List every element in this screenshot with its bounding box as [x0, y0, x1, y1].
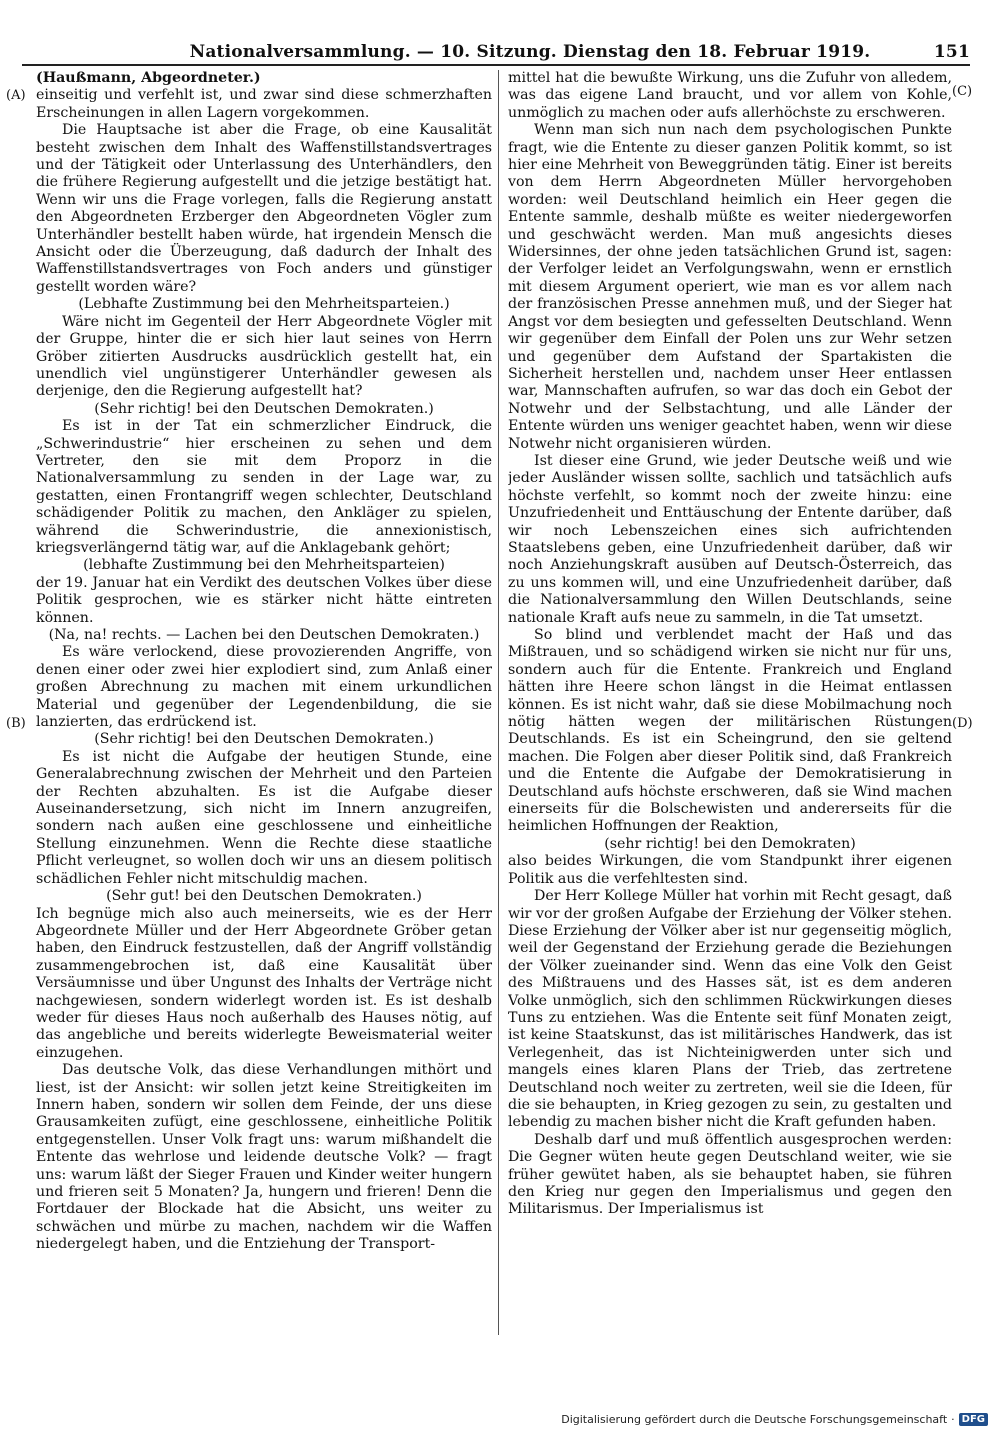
paragraph: einseitig und verfehlt ist, und zwar sind diese schmerzhaften Erscheinungen in allen Lagern vorgekommen. [36, 87, 492, 121]
margin-marker-a: (A) [6, 88, 26, 103]
speaker-label: (Haußmann, Abgeordneter.) [36, 70, 261, 86]
dfg-logo-badge: DFG [959, 1413, 988, 1426]
paragraph: mittel hat die bewußte Wirkung, uns die Zufuhr von alledem, was das eigene Land braucht, und vor allem von Kohle, unmöglich zu machen oder aufs allerhöchste zu erschweren. [508, 70, 952, 121]
left-column [22, 70, 492, 1350]
paragraph: Der Herr Kollege Müller hat vorhin mit Recht gesagt, daß wir vor der großen Aufgabe der Erziehung der Völker stehen. Diese Erziehung der Völker aber ist nur gegenseitig möglich, weil der Gegenstand der Erziehung gerade die Beziehungen der Völker zueinander sind. Wenn das eine Volk den Geist des Mißtrauens und des Hasses sät, ist es dem anderen Volke unmöglich, sich den schlimmen Rückwirkungen dieses Tuns zu entziehen. Was die Entente seit fünf Monaten zeigt, ist keine Staatskunst, das ist militärisches Handwerk, das ist Verlegenheit, das ist Nichteinigwerden unter sich und mangels eines klaren Plans der Trieb, das zertretene Deutschland noch weiter zu zertreten, weil sie die Ideen, für die sie behaupten, in Krieg gezogen zu sein, zu gestalten und lebendig zu machen bisher nicht die Kraft gefunden haben. [508, 888, 952, 1131]
paragraph: der 19. Januar hat ein Verdikt des deutschen Volkes über diese Politik gesprochen, wie es stärker nicht hätte eintreten können. [36, 574, 492, 626]
paragraph: Ist dieser eine Grund, wie jeder Deutsche weiß und wie jeder Ausländer wissen sollte, sachlich und tatsächlich aufs höchste verfehlt, so kommt noch der zweite hinzu: eine Unzufriedenheit und Enttäuschung der Entente darüber, daß wir noch Lebenszeichen eines sich aufrichtenden Staatslebens geben, eine Unzufriedenheit darüber, daß wir noch Anziehungskraft ausüben auf Deutsch-Österreich, das zu uns kommen will, und eine Unzufriedenheit darüber, daß die Nationalversammlung den Willen Deutschlands, seine nationale Kraft aufs neue zu sammeln, in die Tat umsetzt. [508, 452, 952, 626]
page-header [140, 34, 970, 62]
paragraph: Wäre nicht im Gegenteil der Herr Abgeordnete Vögler mit der Gruppe, hinter die er sich hier laut seines von Herrn Gröber zitierten Ausdrucks ausdrücklich gestellt hat, ein unendlich viel ungünstigerer Unterhändler gewesen als derjenige, den die Regierung aufgestellt hat? [36, 313, 492, 400]
paragraph: Wenn man sich nun nach dem psychologischen Punkte fragt, wie die Entente zu dieser ganzen Politik kommt, so ist hier eine Mehrheit von Beweggründen tätig. Einer ist bereits von dem Herrn Abgeordneten Müller hervorgehoben worden: weil Deutschland heimlich ein Heer gegen die Entente sammle, deshalb müßte es weiter niedergeworfen und geschwächt werden. Man muß angesichts dieses Widersinnes, der ohne jeden tatsächlichen Grund ist, sagen: der Verfolger leidet an Verfolgungswahn, wenn er ernstlich mit diesem Argument operiert, wie man es vor allem nach der französischen Presse annehmen muß, und der Sieger hat Angst vor dem besiegten und gefesselten Deutschland. Wenn wir gegenüber dem Einfall der Polen uns zur Wehr setzen und gegenüber dem Aufstand der Spartakisten die Sicherheit herstellen und, nachdem unser Heer entlassen war, Mannschaften aufrufen, so war das doch ein Gebot der Notwehr und der Selbstachtung, und alle Länder der Entente würden uns weniger geachtet haben, wenn wir diese Notwehr nicht organisieren würden. [508, 122, 952, 452]
paragraph: Es ist nicht die Aufgabe der heutigen Stunde, eine Generalabrechnung zwischen der Mehrheit und den Parteien der Rechten abzuhalten. Es ist die Aufgabe dieser Auseinandersetzung, sich nicht im Innern anzugreifen, sondern nach außen eine geschlossene und einheitliche Stellung einzunehmen. Wenn die Rechte diese staatliche Pflicht verleugnet, so wollen doch wir uns an diesem politisch schädlichen Fehler nicht mitschuldig machen. [36, 748, 492, 887]
interjection: (Sehr richtig! bei den Deutschen Demokraten.) [94, 400, 434, 417]
interjection: (sehr richtig! bei den Demokraten) [604, 835, 856, 852]
interjection: (Lebhafte Zustimmung bei den Mehrheitsparteien.) [78, 296, 450, 313]
interjection: (Sehr richtig! bei den Deutschen Demokraten.) [94, 731, 434, 748]
paragraph: Das deutsche Volk, das diese Verhandlungen mithört und liest, ist der Ansicht: wir sollen jetzt keine Streitigkeiten im Innern haben, sondern wir sollen dem Feinde, der uns diese Grausamkeiten zufügt, eine geschlossene, einheitliche Politik entgegenstellen. Unser Volk fragt uns: warum mißhandelt die Entente das wehrlose und leidende deutsche Volk? — fragt uns: warum läßt der Sieger Frauen und Kinder weiter hungern und frieren seit 5 Monaten? Ja, hungern und frieren! Denn die Fortdauer der Blockade hat die Absicht, uns weiter zu schwächen und mürbe zu machen, nachdem wir die Waffen niedergelegt haben, und die Entziehung der Transport- [36, 1062, 492, 1253]
interjection: (lebhafte Zustimmung bei den Mehrheitsparteien) [83, 557, 445, 574]
dfg-logo: · [951, 1413, 955, 1426]
right-column [508, 70, 952, 1350]
paragraph: Ich begnüge mich also auch meinerseits, wie es der Herr Abgeordnete Müller und der Herr Abgeordnete Gröber getan haben, den Eindruck festzustellen, daß der Angriff vollständig zusammengebrochen ist, daß eine Kausalität über Versäumnisse und über Ungunst des Inhalts der Verträge nicht nachgewiesen, sondern widerlegt worden ist. Es ist deshalb weder für dieses Haus noch außerhalb des Hauses nötig, auf das angebliche und bereits widerlegte Beweismaterial weiter einzugehen. [36, 905, 492, 1061]
paragraph: So blind und verblendet macht der Haß und das Mißtrauen, und so schädigend wirken sie nicht nur für uns, sondern auch für die Entente. Frankreich und England hätten ihre Heere schon längst in die Heimat entlassen können. Es ist nicht wahr, daß sie diese Mobilmachung noch nötig hätten wegen der militärischen Rüstungen Deutschlands. Es ist ein Scheingrund, den sie geltend machen. Die Folgen aber dieser Politik sind, daß Frankreich und die Entente die Aufgabe der Demokratisierung in Deutschland aufs höchste erschweren, daß sie Wind machen einerseits für die Bolschewisten und andererseits für die heimlichen Hoffnungen der Reaktion, [508, 627, 952, 835]
margin-marker-b: (B) [6, 716, 26, 731]
paragraph: Es ist in der Tat ein schmerzlicher Eindruck, die „Schwerindustrie“ hier erscheinen zu sehen und dem Vertreter, den sie mit dem Proporz in die Nationalversammlung zu senden in der Lage war, zu gestatten, einen Frontangriff wegen schlechter, Deutschland schädigender Politik zu machen, den Ankläger zu spielen, während die Schwerindustrie, die annexionistisch, kriegsverlängernd tätig war, auf die Anklagebank gehört; [36, 418, 492, 556]
interjection: (Sehr gut! bei den Deutschen Demokraten.) [106, 888, 422, 905]
footer-text: Digitalisierung gefördert durch die Deutsche Forschungsgemeinschaft [561, 1413, 948, 1426]
paragraph: Deshalb darf und muß öffentlich ausgesprochen werden: Die Gegner wüten heute gegen Deutschland weiter, wie sie früher gewütet haben, als sie behauptet haben, sie führen den Krieg nur gegen den Imperialismus und gegen den Militarismus. Der Imperialismus ist [508, 1131, 952, 1218]
page-number: 151 [933, 42, 970, 62]
paragraph: also beides Wirkungen, die vom Standpunkt ihrer eigenen Politik aus die verfehltesten sind. [508, 853, 952, 887]
paragraph: Die Hauptsache ist aber die Frage, ob eine Kausalität besteht zwischen dem Inhalt des Waffenstillstandsvertrages und der Tätigkeit oder Unterlassung des Unterhändlers, den die frühere Regierung aufgestellt und die jetzige bestätigt hat. Wenn wir uns die Frage vorlegen, falls die Regierung anstatt den Abgeordneten Erzberger den Abgeordneten Vögler zum Unterhändler bestellt haben würde, hat irgendein Mensch die Ansicht oder die Überzeugung, daß dadurch der Inhalt des Waffenstillstandsvertrages von Foch anders und günstiger gestellt worden wäre? [36, 122, 492, 295]
margin-marker-c: (C) [952, 84, 973, 99]
footer-credit [561, 1413, 988, 1426]
paragraph: Es wäre verlockend, diese provozierenden Angriffe, von denen einer oder zwei hier explodiert sind, zum Anlaß einer großen Abrechnung zu machen mit einem urkundlichen Material und gegenüber der Legendenbildung, die sie lanzierten, das erdrückend ist. [36, 644, 492, 731]
interjection: (Na, na! rechts. — Lachen bei den Deutschen Demokraten.) [48, 627, 480, 643]
header-title: Nationalversammlung. — 10. Sitzung. Dienstag den 18. Februar 1919. [189, 42, 871, 62]
margin-marker-d: (D) [952, 716, 973, 731]
header-rule [22, 64, 970, 66]
column-divider [498, 70, 499, 1335]
